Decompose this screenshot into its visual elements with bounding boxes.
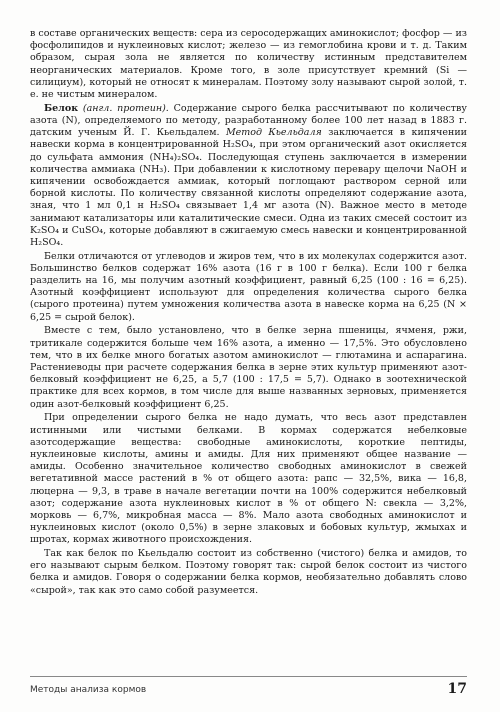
footer-divider (30, 676, 467, 677)
paragraph-ash: в составе органических веществ: сера из серосодержащих аминокислот; фосфор — из фосфолипидов и нуклеиновых кислот; железо — из гемоглобина крови и т. д. Таким образом, сырая зола не является по количеству истинным представителем неорганических материалов. Кроме того, в золе присутствует кремний (Si — силициум), который не относят к минералам. Поэтому золу называют сырой золой, т. е. не чистым минералом. (30, 28, 467, 101)
paragraph-protein-method (30, 103, 467, 249)
method-name: Метод Кьельдаля (225, 127, 322, 139)
page-body (30, 28, 467, 598)
paragraph-grain-protein: Вместе с тем, было установлено, что в белке зерна пшеницы, ячменя, ржи, тритикале содержится больше чем 16% азота, а именно — 17,5%. Это обусловлено тем, что в их белке много богатых азотом аминокислот — глютамина и аспарагина. Растениеводы при расчете содержания белка в зерне этих культур применяют азот-белковый коэффициент не 6,25, а 5,7 (100 : 17,5 = 5,7). Однако в зоотехнической практике для всех кормов, в том числе для выше названных зерновых, применяется один азот-белковый коэффициент 6,25. (30, 325, 467, 410)
term-note: (англ. протеин). (82, 102, 169, 114)
term-protein: Белок (44, 102, 79, 114)
paragraph-protein-text-b: заключается в кипячении навески корма в концентрированной H₂SO₄, при этом органический азот окисляется до сульфата аммония (NH₄)₂SO₄. Последующая ступень заключается в измерении количества аммиака (NH₃). При добавлении к кислотному перевару щелочи NaOH и кипячении освобождается аммиак, который поглощают раствором серной или борной кислоты. По количеству связанной кислоты определяют содержание азота, зная, что 1 мл 0,1 н H₂SO₄ связывает 1,4 мг азота (N). Важное место в методе занимают катализаторы или каталитические смеси. Одна из таких смесей состоит из K₂SO₄ и CuSO₄, которые добавляют в сжигаемую смесь навески и концентрированной H₂SO₄. (30, 127, 467, 248)
paragraph-nonprotein-nitrogen: При определении сырого белка не надо думать, что весь азот представлен истинными или чистыми белками. В кормах содержатся небелковые азотсодержащие вещества: свободные аминокислоты, короткие пептиды, нуклеиновые кислоты, амины и амиды. Для них применяют общее название — амиды. Особенно значительное количество свободных аминокислот в свежей вегетативной массе растений в % от общего азота: рапс — 32,5%, вика — 16,8, люцерна — 9,3, в траве в начале вегетации почти на 100% содержится небелковый азот; содержание азота нуклеиновых кислот в % от общего N: свекла — 3,2%, морковь — 6,7%, микробная масса — 8%. Мало азота свободных аминокислот и нуклеиновых кислот (около 0,5%) в зерне злаковых и бобовых культур, жмыхах и шротах, кормах животного происхождения. (30, 412, 467, 546)
paragraph-nitrogen-coefficient: Белки отличаются от углеводов и жиров тем, что в их молекулах содержится азот. Большинство белков содержат 16% азота (16 г в 100 г белка). Если 100 г белка разделить на 16, мы получим азотный коэффициент, равный 6,25 (100 : 16 = 6,25). Азотный коэффициент используют для определения количества сырого белка (сырого протеина) путем умножения количества азота в навеске корма на 6,25 (N × 6,25 = сырой белок). (30, 250, 467, 323)
page-number: 17 (447, 681, 467, 697)
paragraph-protein-text-a: Содержание сырого белка рассчитывают по количеству азота (N), определяемого по методу, разработанному более 100 лет назад в 1883 г. датским ученым Й. Г. Кьельдалем. (30, 102, 467, 139)
running-footer: Методы анализа кормов (30, 685, 147, 695)
paragraph-crude-protein: Так как белок по Кьельдалю состоит из собственно (чистого) белка и амидов, то его называют сырым белком. Поэтому говорят так: сырой белок состоит из чистого белка и амидов. Говоря о содержании белка кормов, необязательно добавлять слово «сырой», так как это само собой разумеется. (30, 548, 467, 596)
